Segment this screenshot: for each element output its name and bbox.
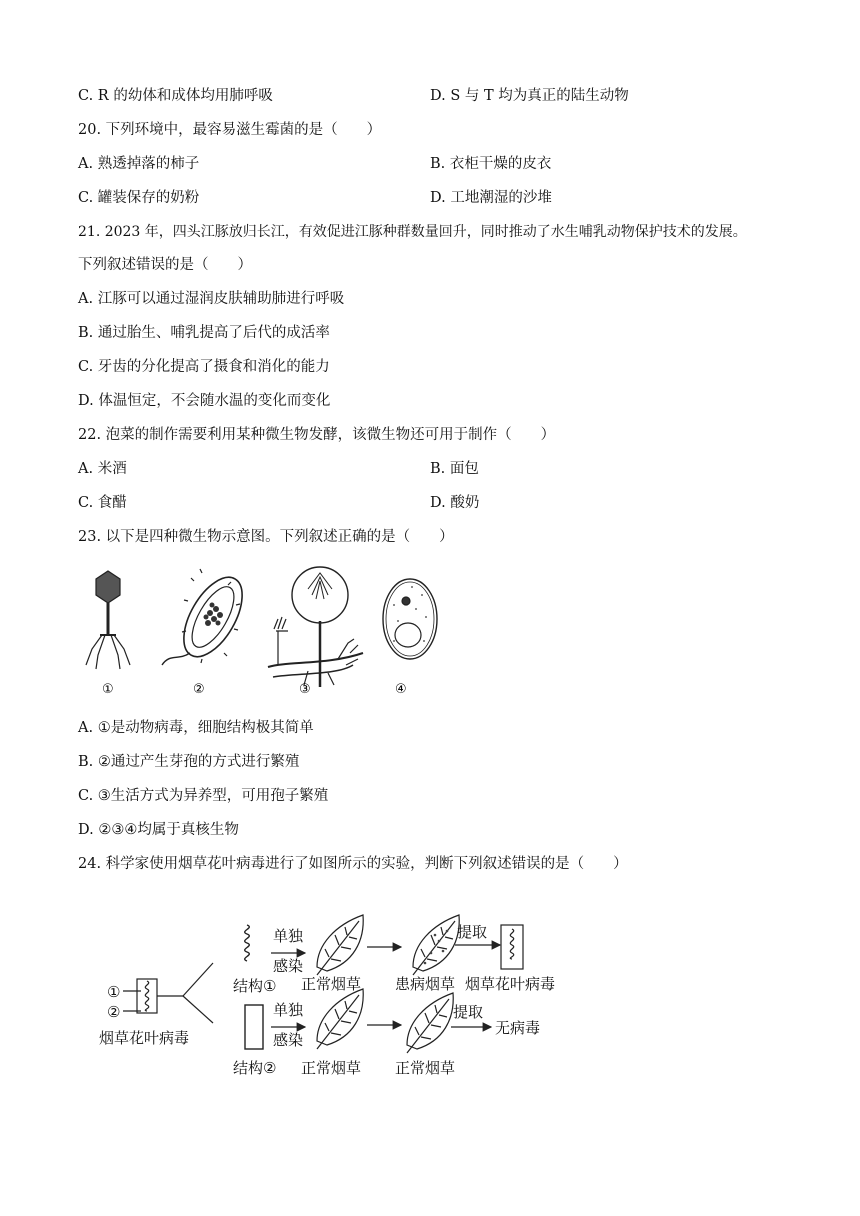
q24-label-diseased: 患病烟草 [395,975,456,993]
q23-stem: 23. 以下是四种微生物示意图。下列叙述正确的是（ ） [78,529,454,545]
q20-option-a: A. 熟透掉落的柿子 [78,156,200,172]
bacterium-icon [162,568,254,666]
q24-label-infect-a-top: 单独 [273,927,304,945]
q21-stem-line2: 下列叙述错误的是（ ） [78,257,252,273]
diseased-tobacco-leaf-icon [413,915,459,975]
q23-figure-label-4: ④ [395,682,407,697]
q20-option-d: D. 工地潮湿的沙堆 [430,190,552,206]
q23-option-a: A. ①是动物病毒，细胞结构极其简单 [78,720,314,736]
normal-tobacco-leaf-icon [317,915,363,975]
q23-figure-label-3: ③ [299,682,311,697]
q24-label-num1: ① [107,983,121,1001]
q23-microbe-figure [78,565,448,700]
bacteriophage-icon [86,571,130,669]
yeast-icon [383,579,437,659]
q21-option-d: D. 体温恒定，不会随水温的变化而变化 [78,393,331,409]
q24-label-result2: 无病毒 [495,1019,541,1037]
q23-option-b: B. ②通过产生芽孢的方式进行繁殖 [78,754,300,770]
q21-option-a: A. 江豚可以通过湿润皮肤辅助肺进行呼吸 [78,291,345,307]
normal-tobacco-leaf-icon-3 [407,993,453,1053]
q24-label-structure1: 结构① [233,977,277,995]
q24-stem: 24. 科学家使用烟草花叶病毒进行了如图所示的实验，判断下列叙述错误的是（ ） [78,856,628,872]
q24-experiment-diagram [95,905,575,1085]
mold-icon [268,567,363,687]
q24-label-extract-top: 提取 [457,923,488,941]
q24-label-normal-top: 正常烟草 [301,975,362,993]
q23-option-c: C. ③生活方式为异养型，可用孢子繁殖 [78,788,329,804]
q23-figure-label-1: ① [102,682,114,697]
q24-label-result1: 烟草花叶病毒 [465,975,556,993]
q20-option-b: B. 衣柜干燥的皮衣 [430,156,552,172]
q22-option-a: A. 米酒 [78,461,127,477]
q24-label-infect-a-bottom: 单独 [273,1001,304,1019]
q24-label-virus: 烟草花叶病毒 [99,1029,190,1047]
q22-option-b: B. 面包 [430,461,479,477]
q24-label-extract-bottom: 提取 [453,1003,484,1021]
q20-option-c: C. 罐装保存的奶粉 [78,190,200,206]
q23-option-d: D. ②③④均属于真核生物 [78,822,239,838]
q22-stem: 22. 泡菜的制作需要利用某种微生物发酵，该微生物还可用于制作（ ） [78,427,556,443]
q22-option-d: D. 酸奶 [430,495,480,511]
q23-figure-label-2: ② [193,682,205,697]
q24-label-infect-b-top: 感染 [273,957,304,975]
q21-option-c: C. 牙齿的分化提高了摄食和消化的能力 [78,359,330,375]
q24-label-num2: ② [107,1003,121,1021]
q21-stem-line1: 21. 2023 年，四头江豚放归长江，有效促进江豚种群数量回升，同时推动了水生哺乳动物保护技术的发展。 [78,224,747,240]
normal-tobacco-leaf-icon-2 [317,989,363,1049]
q22-option-c: C. 食醋 [78,495,127,511]
q21-option-b: B. 通过胎生、哺乳提高了后代的成活率 [78,325,330,341]
q19-option-c: C. R 的幼体和成体均用肺呼吸 [78,88,273,104]
q24-label-structure2: 结构② [233,1059,277,1077]
q24-label-normal-bottom-1: 正常烟草 [301,1059,362,1077]
q24-label-infect-b-bottom: 感染 [273,1031,304,1049]
q19-option-d: D. S 与 T 均为真正的陆生动物 [430,88,629,104]
q24-label-normal-bottom-2: 正常烟草 [395,1059,456,1077]
q20-stem: 20. 下列环境中，最容易滋生霉菌的是（ ） [78,122,382,138]
